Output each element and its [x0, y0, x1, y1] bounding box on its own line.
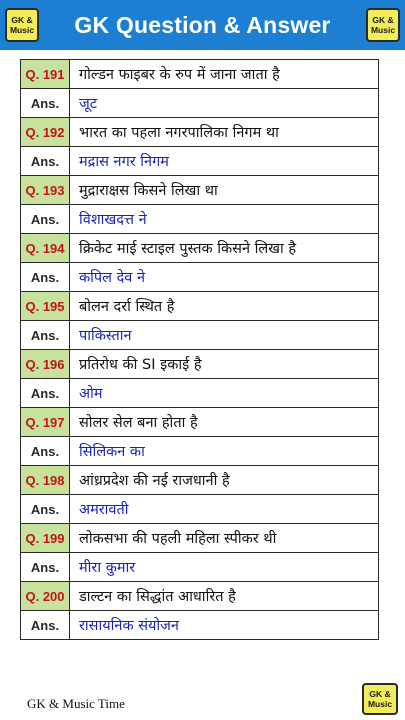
answer-label: Ans. [21, 89, 70, 117]
answer-text: पाकिस्तान [79, 328, 132, 344]
answer-row [20, 146, 379, 176]
footer-credit: GK & Music Time [27, 696, 125, 711]
question-row [20, 59, 379, 89]
question-text: क्रिकेट माई स्टाइल पुस्तक किसने लिखा है [79, 241, 297, 257]
answer-row [20, 262, 379, 292]
question-row [20, 349, 379, 379]
question-row [20, 523, 379, 553]
answer-text: कपिल देव ने [79, 270, 145, 286]
question-number: Q. 192 [21, 118, 70, 146]
logo-line1: GK & [11, 15, 33, 25]
answer-row [20, 552, 379, 582]
answer-text: जूट [79, 96, 98, 112]
answer-label: Ans. [21, 611, 70, 639]
answer-row [20, 88, 379, 118]
answer-row [20, 378, 379, 408]
question-row [20, 465, 379, 495]
answer-text: रासायनिक संयोजन [79, 618, 179, 634]
answer-text: मद्रास नगर निगम [79, 154, 169, 170]
question-row [20, 175, 379, 205]
answer-row [20, 320, 379, 350]
answer-label: Ans. [21, 205, 70, 233]
question-text: सोलर सेल बना होता है [79, 415, 198, 431]
answer-row [20, 494, 379, 524]
gk-music-logo-right [366, 8, 400, 42]
answer-text: सिलिकन का [79, 444, 145, 460]
question-row [20, 291, 379, 321]
question-number: Q. 194 [21, 234, 70, 262]
gk-music-logo-left [5, 8, 39, 42]
question-number: Q. 195 [21, 292, 70, 320]
question-number: Q. 196 [21, 350, 70, 378]
page-title: GK Question & Answer [74, 11, 331, 38]
logo-line2: Music [367, 699, 393, 709]
qa-table [20, 59, 379, 640]
answer-label: Ans. [21, 263, 70, 291]
header-bar [0, 0, 405, 50]
question-row [20, 117, 379, 147]
logo-line2: Music [9, 25, 35, 35]
question-text: डाल्टन का सिद्धांत आधारित है [79, 589, 236, 605]
answer-text: मीरा कुमार [79, 560, 136, 576]
answer-label: Ans. [21, 437, 70, 465]
answer-row [20, 204, 379, 234]
answer-text: अमरावती [79, 502, 129, 518]
answer-label: Ans. [21, 495, 70, 523]
logo-line1: GK & [369, 689, 391, 699]
answer-text: ओम [79, 386, 103, 402]
question-number: Q. 193 [21, 176, 70, 204]
answer-label: Ans. [21, 147, 70, 175]
question-number: Q. 191 [21, 60, 70, 88]
question-text: लोकसभा की पहली महिला स्पीकर थी [79, 531, 277, 547]
question-number: Q. 197 [21, 408, 70, 436]
question-row [20, 407, 379, 437]
answer-text: विशाखदत्त ने [79, 212, 147, 228]
question-text: गोल्डन फाइबर के रुप में जाना जाता है [79, 67, 280, 83]
question-number: Q. 199 [21, 524, 70, 552]
question-text: भारत का पहला नगरपालिका निगम था [79, 125, 279, 141]
answer-label: Ans. [21, 553, 70, 581]
question-number: Q. 200 [21, 582, 70, 610]
answer-label: Ans. [21, 321, 70, 349]
answer-row [20, 610, 379, 640]
answer-row [20, 436, 379, 466]
question-text: मुद्राराक्षस किसने लिखा था [79, 183, 218, 199]
logo-line2: Music [370, 25, 396, 35]
gk-music-logo-footer [362, 683, 398, 715]
question-text: बोलन दर्रा स्थित है [79, 299, 175, 315]
logo-line1: GK & [372, 15, 394, 25]
question-text: आंध्रप्रदेश की नई राजधानी है [79, 473, 230, 489]
question-number: Q. 198 [21, 466, 70, 494]
answer-label: Ans. [21, 379, 70, 407]
question-row [20, 581, 379, 611]
question-text: प्रतिरोध की SI इकाई है [79, 357, 202, 373]
question-row [20, 233, 379, 263]
